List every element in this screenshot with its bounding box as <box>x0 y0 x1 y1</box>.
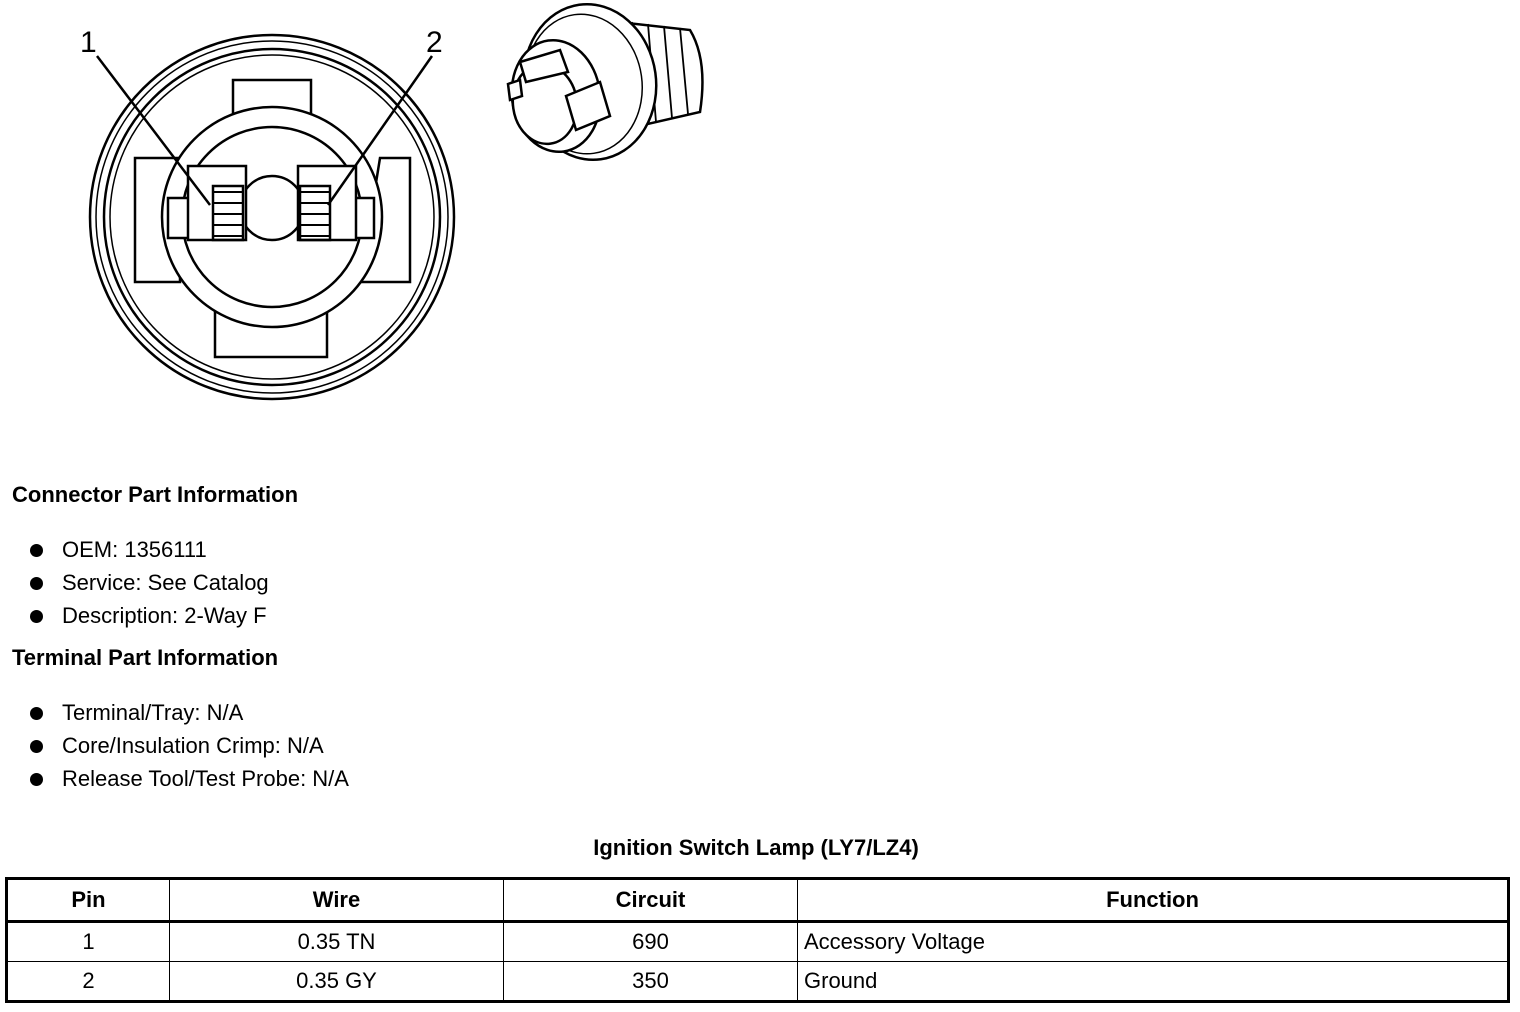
cell-wire: 0.35 TN <box>170 922 504 962</box>
list-item: Description: 2-Way F <box>28 602 269 635</box>
list-item: Core/Insulation Crimp: N/A <box>28 732 349 765</box>
terminal-info-title: Terminal Part Information <box>12 645 279 670</box>
connector-info-list <box>28 536 269 635</box>
header-pin: Pin <box>7 879 170 922</box>
table-row <box>7 922 1509 962</box>
table-caption: Ignition Switch Lamp (LY7/LZ4) <box>593 835 919 860</box>
list-item: Service: See Catalog <box>28 569 269 602</box>
callout-label-2: 2 <box>426 26 443 59</box>
cell-circuit: 350 <box>504 962 798 1002</box>
connector-diagram <box>0 0 760 420</box>
table-header-row <box>7 879 1509 922</box>
cell-function: Accessory Voltage <box>798 922 1509 962</box>
bullet-icon <box>30 707 43 720</box>
pin-table <box>5 877 1510 1003</box>
cell-circuit: 690 <box>504 922 798 962</box>
header-circuit: Circuit <box>504 879 798 922</box>
table-row <box>7 962 1509 1002</box>
cell-wire: 0.35 GY <box>170 962 504 1002</box>
bullet-icon <box>30 577 43 590</box>
bullet-icon <box>30 544 43 557</box>
list-item: Release Tool/Test Probe: N/A <box>28 765 349 798</box>
cell-pin: 1 <box>7 922 170 962</box>
callout-label-1: 1 <box>80 26 97 59</box>
bullet-icon <box>30 773 43 786</box>
connector-side-view <box>505 0 703 168</box>
header-wire: Wire <box>170 879 504 922</box>
terminal-info-list <box>28 699 349 798</box>
bullet-icon <box>30 740 43 753</box>
header-function: Function <box>798 879 1509 922</box>
cell-pin: 2 <box>7 962 170 1002</box>
cell-function: Ground <box>798 962 1509 1002</box>
list-item: OEM: 1356111 <box>28 536 269 569</box>
bullet-icon <box>30 610 43 623</box>
list-item: Terminal/Tray: N/A <box>28 699 349 732</box>
connector-info-title: Connector Part Information <box>12 482 299 507</box>
